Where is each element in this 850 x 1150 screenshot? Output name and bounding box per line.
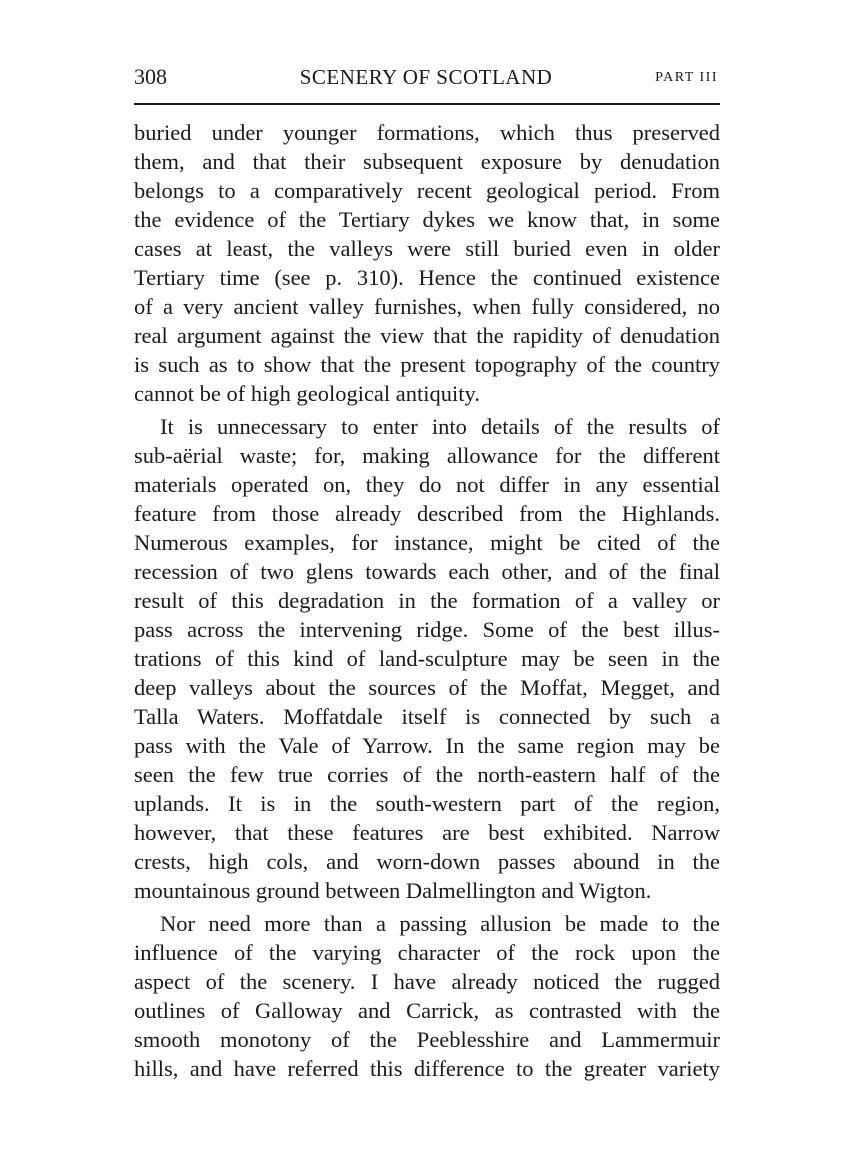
text-line: cannot be of high geological antiquity.: [134, 381, 480, 406]
text-line: pass across the intervening ridge. Some of the best illus-: [134, 617, 720, 642]
text-line: mountainous ground between Dalmellington and Wigton.: [134, 878, 652, 903]
text-line: cases at least, the valleys were still buried even in older: [134, 236, 720, 261]
text-line: buried under younger formations, which thus preserved: [134, 120, 720, 145]
text-line: influence of the varying character of the rock upon the: [134, 940, 720, 965]
body-text: [134, 118, 720, 1083]
text-line: outlines of Galloway and Carrick, as contrasted with the: [134, 998, 720, 1023]
text-line: trations of this kind of land-sculpture may be seen in the: [134, 646, 720, 671]
text-line: Tertiary time (see p. 310). Hence the continued existence: [134, 265, 720, 290]
text-line: It is unnecessary to enter into details of the results of: [160, 414, 720, 439]
text-line: materials operated on, they do not differ in any essential: [134, 472, 720, 497]
text-line: uplands. It is in the south-western part of the region,: [134, 791, 720, 816]
text-line: Nor need more than a passing allusion be made to the: [160, 911, 720, 936]
text-line: deep valleys about the sources of the Moffat, Megget, and: [134, 675, 720, 700]
text-line: hills, and have referred this difference to the greater variety: [134, 1056, 720, 1081]
header-rule: [134, 103, 720, 105]
text-line: sub-aërial waste; for, making allowance for the different: [134, 443, 720, 468]
page-header: [134, 62, 718, 98]
text-line: Talla Waters. Moffatdale itself is connected by such a: [134, 704, 720, 729]
paragraph-3: [134, 909, 720, 1083]
paragraph-2: [134, 412, 720, 905]
text-line: pass with the Vale of Yarrow. In the same region may be: [134, 733, 720, 758]
text-line: recession of two glens towards each other, and of the final: [134, 559, 720, 584]
text-line: Numerous examples, for instance, might be cited of the: [134, 530, 720, 555]
text-line: result of this degradation in the formation of a valley or: [134, 588, 720, 613]
page-number: 308: [134, 64, 167, 89]
text-line: is such as to show that the present topography of the country: [134, 352, 720, 377]
text-line: smooth monotony of the Peeblesshire and Lammermuir: [134, 1027, 720, 1052]
text-line: them, and that their subsequent exposure by denudation: [134, 149, 720, 174]
text-line: belongs to a comparatively recent geological period. From: [134, 178, 720, 203]
part-label: PART III: [655, 70, 718, 85]
paragraph-1: [134, 118, 720, 408]
text-line: of a very ancient valley furnishes, when fully considered, no: [134, 294, 720, 319]
text-line: crests, high cols, and worn-down passes abound in the: [134, 849, 720, 874]
text-line: however, that these features are best exhibited. Narrow: [134, 820, 720, 845]
text-line: aspect of the scenery. I have already noticed the rugged: [134, 969, 720, 994]
text-line: feature from those already described from the Highlands.: [134, 501, 720, 526]
text-line: the evidence of the Tertiary dykes we know that, in some: [134, 207, 720, 232]
text-line: real argument against the view that the rapidity of denudation: [134, 323, 720, 348]
text-line: seen the few true corries of the north-eastern half of the: [134, 762, 720, 787]
running-title: SCENERY OF SCOTLAND: [299, 65, 553, 89]
